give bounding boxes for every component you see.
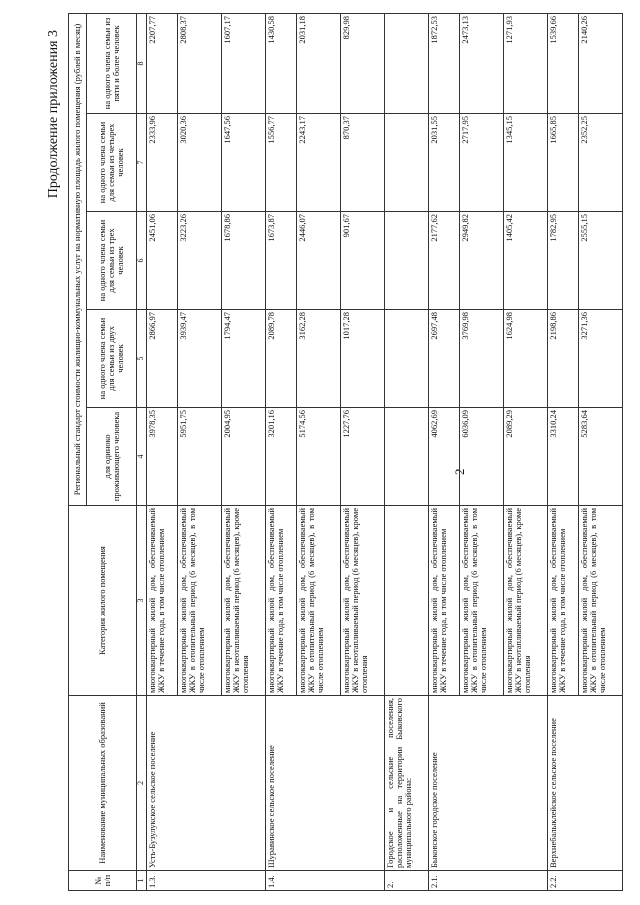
row-num: 1.4. (265, 871, 384, 891)
page-number: 2 (452, 468, 467, 475)
value-two: 3162,28 (296, 310, 340, 408)
housing-category: многоквартирный жилой дом, обеспечиваемый ЖКУ в отопительный период (6 месяцев), в том числе отоплением (177, 506, 221, 696)
value-four: 3020,36 (177, 114, 221, 212)
value-five: 2140,26 (578, 13, 622, 113)
value-three: 1673,87 (265, 212, 296, 310)
municipality-name: Верхнебалыклейское сельское поселение (548, 696, 623, 871)
value-four: 1665,85 (548, 114, 579, 212)
value-single: 1227,76 (340, 408, 384, 506)
value-single: 3978,35 (147, 408, 178, 506)
header-name: Наименование муниципальных образований (69, 696, 137, 871)
header-sub-4: на одного члена семьи для семьи из четырех человек (87, 114, 137, 212)
value-five: 1271,93 (503, 13, 547, 113)
municipality-name: Шуравинское сельское поселение (265, 696, 384, 871)
value-four: 1647,56 (221, 114, 265, 212)
value-five (384, 13, 428, 113)
value-single: 5174,56 (296, 408, 340, 506)
value-three: 1405,42 (503, 212, 547, 310)
value-four: 1556,77 (265, 114, 296, 212)
col-index: 1 (137, 871, 147, 891)
value-three: 2949,82 (459, 212, 503, 310)
value-three: 3223,26 (177, 212, 221, 310)
header-sub-2: на одного члена семьи для семьи из двух человек (87, 310, 137, 408)
municipality-name: Усть-Бузулукское сельское поселение (147, 696, 266, 871)
value-single (384, 408, 428, 506)
value-three: 1782,95 (548, 212, 579, 310)
header-category: Категория жилого помещения (69, 506, 137, 696)
housing-category: многоквартирный жилой дом, обеспечиваемый ЖКУ в неотапливаемый период (6 месяцев), кроме отопления (503, 506, 547, 696)
value-two: 2089,78 (265, 310, 296, 408)
value-two: 2866,97 (147, 310, 178, 408)
value-four (384, 114, 428, 212)
value-three (384, 212, 428, 310)
value-four: 2352,25 (578, 114, 622, 212)
value-three: 2446,07 (296, 212, 340, 310)
value-single: 3201,16 (265, 408, 296, 506)
housing-category: многоквартирный жилой дом, обеспечиваемый ЖКУ в течение года, в том числе отоплением (429, 506, 460, 696)
value-two: 1017,28 (340, 310, 384, 408)
housing-category: многоквартирный жилой дом, обеспечиваемый ЖКУ в неотапливаемый период (6 месяцев), кроме отопления (340, 506, 384, 696)
table-row (429, 13, 460, 890)
value-three: 1678,86 (221, 212, 265, 310)
col-index: 2 (137, 696, 147, 871)
value-four: 1345,15 (503, 114, 547, 212)
header-sub-1: для одиноко проживающего человека (87, 408, 137, 506)
col-index: 7 (137, 114, 147, 212)
municipality-name: Городское и сельские поселения, расположенные на территории Быковского муниципального района: (384, 696, 428, 871)
housing-category: многоквартирный жилой дом, обеспечиваемый ЖКУ в отопительный период (6 месяцев), в том числе отоплением (578, 506, 622, 696)
value-four: 2031,55 (429, 114, 460, 212)
housing-category: многоквартирный жилой дом, обеспечиваемый ЖКУ в отопительный период (6 месяцев), в том числе отоплением (459, 506, 503, 696)
value-five: 2031,18 (296, 13, 340, 113)
value-five: 2207,77 (147, 13, 178, 113)
row-num: 2.1. (429, 871, 548, 891)
value-three: 2555,15 (578, 212, 622, 310)
value-five: 1607,17 (221, 13, 265, 113)
value-two: 1624,98 (503, 310, 547, 408)
value-four: 2717,95 (459, 114, 503, 212)
row-num: 2. (384, 871, 428, 891)
housing-category: многоквартирный жилой дом, обеспечиваемый ЖКУ в течение года, в том числе отоплением (265, 506, 296, 696)
header-standard: Региональный стандарт стоимости жилищно-коммунальных услуг на нормативную площадь жилого помещения (рублей в месяц) (69, 13, 87, 505)
housing-category: многоквартирный жилой дом, обеспечиваемый ЖКУ в течение года, в том числе отоплением (147, 506, 178, 696)
value-single: 5951,75 (177, 408, 221, 506)
value-five: 2808,37 (177, 13, 221, 113)
value-single: 4062,69 (429, 408, 460, 506)
value-five: 1539,66 (548, 13, 579, 113)
header-num: № п/п (69, 871, 137, 891)
value-three: 2177,62 (429, 212, 460, 310)
value-single: 2004,95 (221, 408, 265, 506)
value-three: 901,67 (340, 212, 384, 310)
continuation-title: Продолжение приложения 3 (46, 30, 61, 199)
housing-category (384, 506, 428, 696)
column-index-row (137, 13, 147, 890)
value-two: 2697,48 (429, 310, 460, 408)
table-row (147, 13, 178, 890)
table-row (384, 13, 428, 890)
value-two: 1794,47 (221, 310, 265, 408)
header-sub-3: на одного члена семьи для семьи из трех человек (87, 212, 137, 310)
value-single: 3310,24 (548, 408, 579, 506)
housing-category: многоквартирный жилой дом, обеспечиваемый ЖКУ в течение года, в том числе отоплением (548, 506, 579, 696)
row-num: 1.3. (147, 871, 266, 891)
value-five: 1872,53 (429, 13, 460, 113)
value-four: 870,37 (340, 114, 384, 212)
value-single: 5283,64 (578, 408, 622, 506)
col-index: 5 (137, 310, 147, 408)
row-num: 2.2. (548, 871, 623, 891)
value-five: 2473,13 (459, 13, 503, 113)
header-sub-5: на одного члена семьи из пяти и более человек (87, 13, 137, 113)
value-four: 2243,17 (296, 114, 340, 212)
value-two: 2198,86 (548, 310, 579, 408)
value-four: 2333,96 (147, 114, 178, 212)
value-single: 2089,29 (503, 408, 547, 506)
value-three: 2451,06 (147, 212, 178, 310)
col-index: 4 (137, 408, 147, 506)
col-index: 6 (137, 212, 147, 310)
table-row (548, 13, 579, 890)
value-two (384, 310, 428, 408)
municipality-name: Быковское городское поселение (429, 696, 548, 871)
value-two: 3271,36 (578, 310, 622, 408)
value-two: 3939,47 (177, 310, 221, 408)
value-single: 6036,09 (459, 408, 503, 506)
housing-category: многоквартирный жилой дом, обеспечиваемый ЖКУ в отопительный период (6 месяцев), в том числе отоплением (296, 506, 340, 696)
col-index: 3 (137, 506, 147, 696)
table-row (265, 13, 296, 890)
value-five: 829,98 (340, 13, 384, 113)
tariff-table (68, 13, 623, 891)
value-five: 1430,58 (265, 13, 296, 113)
housing-category: многоквартирный жилой дом, обеспечиваемый ЖКУ в неотапливаемый период (6 месяцев), кроме отопления (221, 506, 265, 696)
col-index: 8 (137, 13, 147, 113)
value-two: 3769,98 (459, 310, 503, 408)
